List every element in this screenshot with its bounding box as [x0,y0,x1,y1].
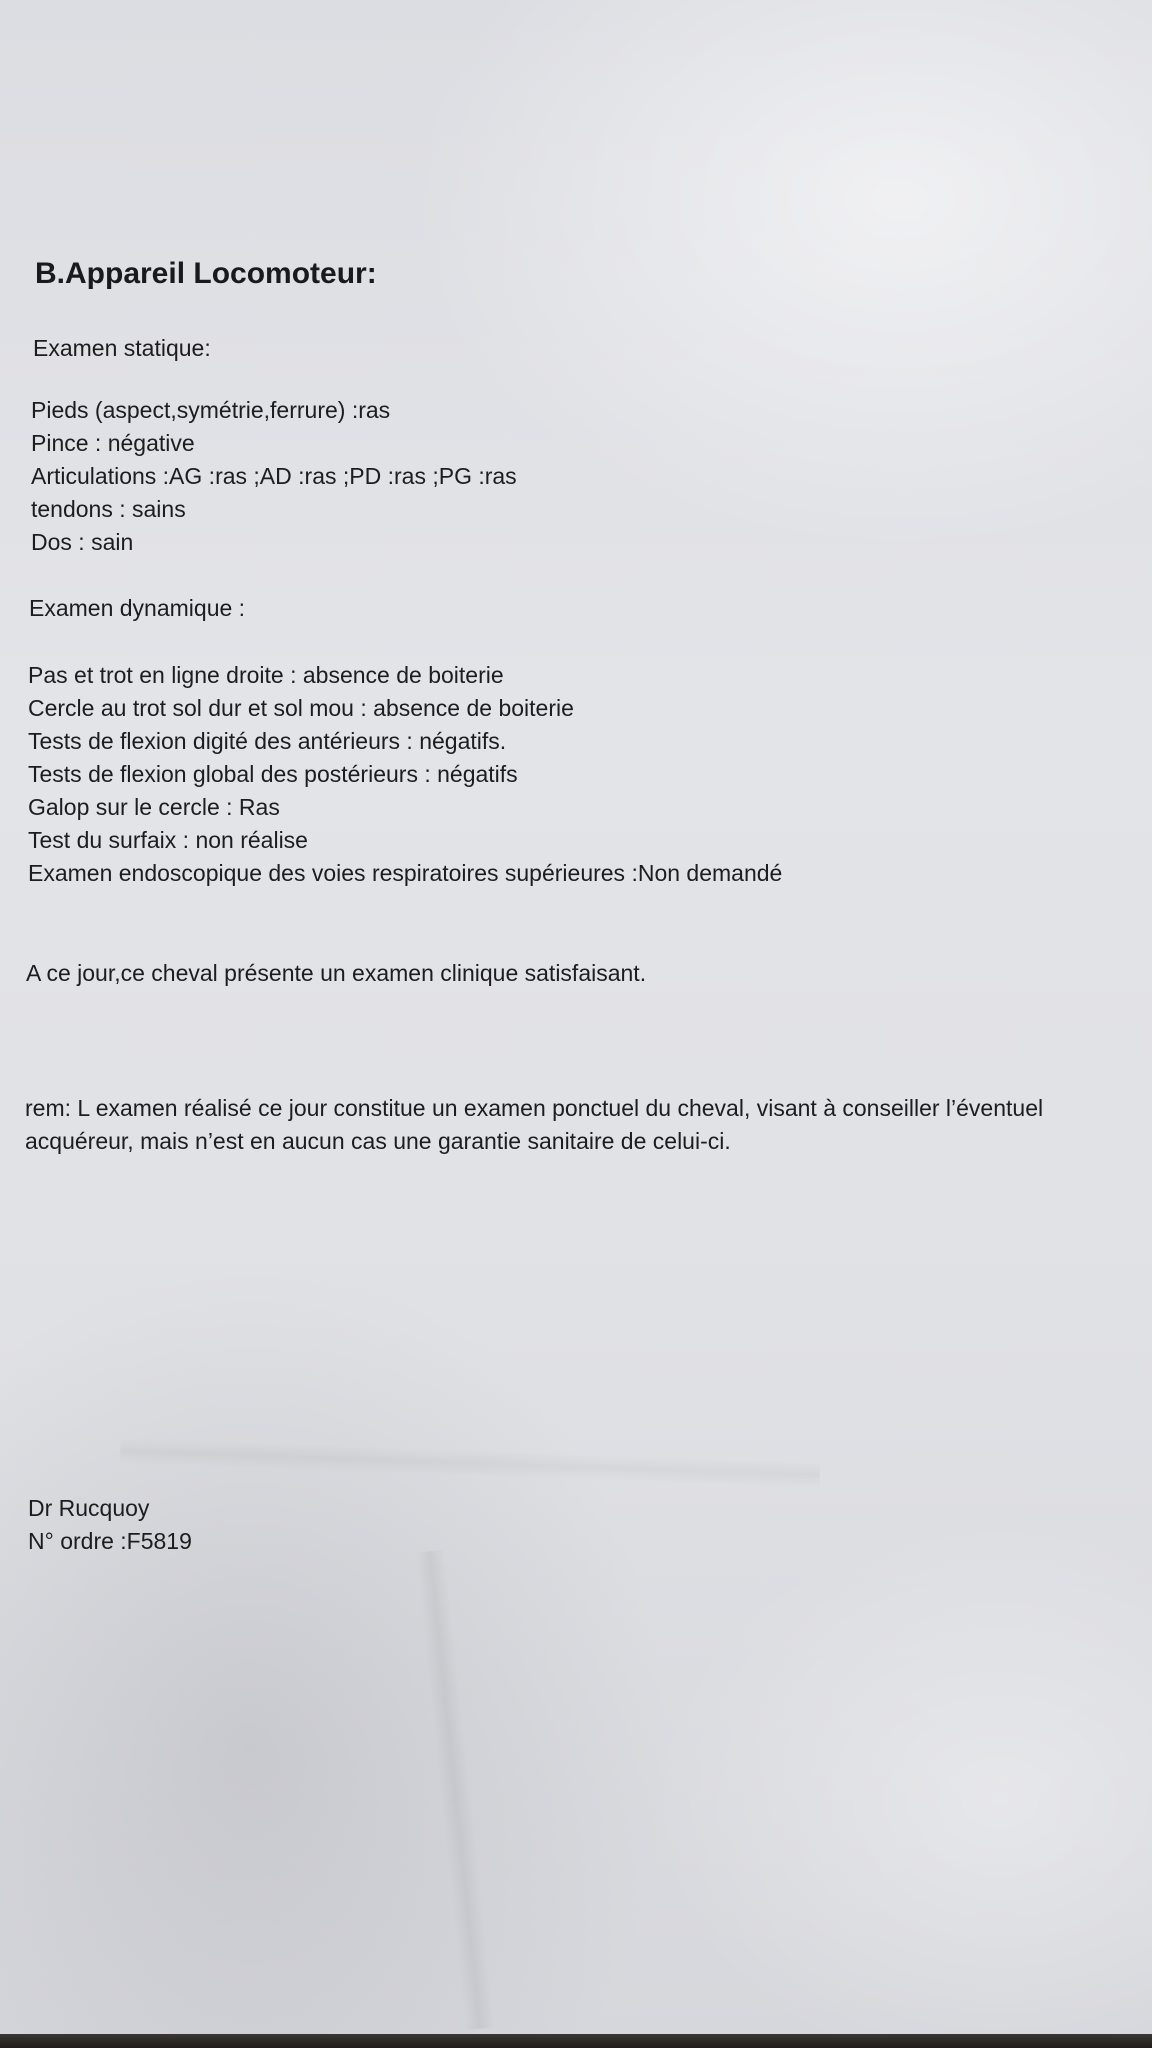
remark-line-1: rem: L examen réalisé ce jour constitue un examen ponctuel du cheval, visant à conseiller l’éventuel [25,1095,1044,1121]
static-exam-title: Examen statique: [33,335,211,361]
dynamic-exam-line: Cercle au trot sol dur et sol mou : absence de boiterie [28,695,574,721]
dynamic-exam-title: Examen dynamique : [29,595,246,621]
background-edge [0,2034,1152,2048]
signature-name: Dr Rucquoy [28,1495,150,1521]
paper-crease [415,1550,495,2031]
dynamic-exam-line: Examen endoscopique des voies respiratoires supérieures :Non demandé [28,860,783,886]
remark-line-2: acquéreur, mais n’est en aucun cas une garantie sanitaire de celui-ci. [25,1128,731,1154]
dynamic-exam-line: Tests de flexion global des postérieurs : négatifs [28,761,518,787]
static-exam-line: tendons : sains [31,496,186,522]
static-exam-line: Pince : négative [31,430,195,456]
dynamic-exam-line: Galop sur le cercle : Ras [28,794,280,820]
dynamic-exam-line: Tests de flexion digité des antérieurs : négatifs. [28,728,507,754]
section-heading: B.Appareil Locomoteur: [35,257,377,290]
static-exam-line: Dos : sain [31,529,134,555]
dynamic-exam-line: Test du surfaix : non réalise [28,827,308,853]
static-exam-line: Articulations :AG :ras ;AD :ras ;PD :ras ;PG :ras [31,463,517,489]
dynamic-exam-line: Pas et trot en ligne droite : absence de boiterie [28,662,504,688]
order-number: N° ordre :F5819 [28,1528,192,1554]
paper-crease [120,1438,820,1488]
static-exam-line: Pieds (aspect,symétrie,ferrure) :ras [31,397,391,423]
conclusion-text: A ce jour,ce cheval présente un examen clinique satisfaisant. [26,960,647,986]
